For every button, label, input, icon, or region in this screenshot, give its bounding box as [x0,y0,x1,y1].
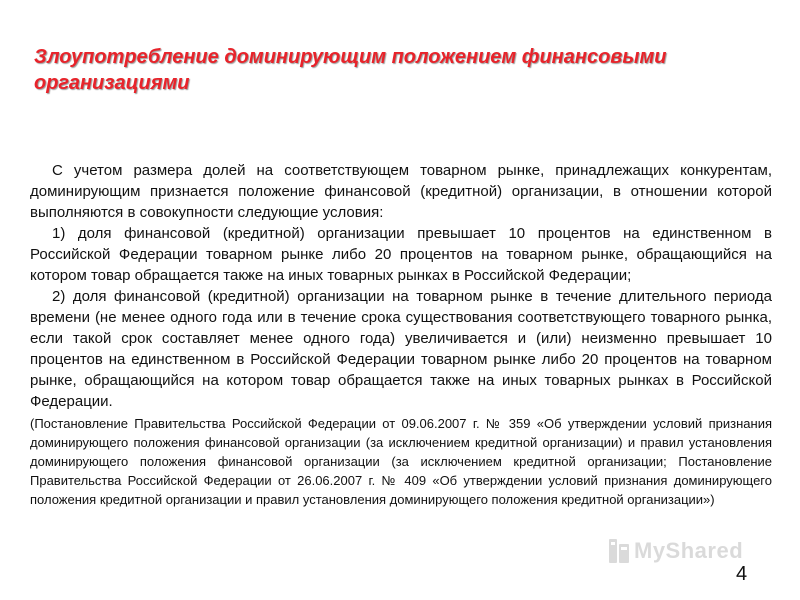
slide-title-line-1: Злоупотребление доминирующим положением финансовыми [34,46,667,68]
page-number: 4 [736,563,748,585]
body-paragraph-intro: С учетом размера долей на соответствующем товарном рынке, принадлежащих конкурентам, доминирующим признается положение финансовой (кредитной) организации, в отношении которой выполняются в совокупности следующие условия: [30,162,772,221]
watermark [608,536,743,566]
slide-share-logo-icon [608,538,630,564]
slide-body [30,160,772,509]
body-paragraph-condition-2: 2) доля финансовой (кредитной) организации на товарном рынке в течение длительного периода времени (не менее одного года или в течение срока существования соответствующего товарного рынка, если такой срок составляет менее одного года) увеличивается и (или) неизменно превышает 10 процентов на единственном в Российской Федерации товарном рынке либо 20 процентов на товарном рынке, обращающийся на котором товар обращается также на иных товарных рынках в Российской Федерации. [30,288,772,410]
body-paragraph-condition-1: 1) доля финансовой (кредитной) организации превышает 10 процентов на единственном в Российской Федерации товарном рынке либо 20 процентов на товарном рынке, обращающийся на котором товар обращается также на иных товарных рынках в Российской Федерации; [30,225,772,284]
watermark-text: MyShared [634,538,744,563]
slide-title-line-2: организациями [34,72,190,94]
slide-title [34,44,774,96]
legal-reference-note: (Постановление Правительства Российской Федерации от 09.06.2007 г. № 359 «Об утверждении условий признания доминирующего положения финансовой организации (за исключением кредитной организации) и правил установления доминирующего положения финансовой организации (за исключением кредитной организации; Постановление Правительства Российской Федерации от 26.06.2007 г. № 409 «Об утверждении условий признания доминирующего положения кредитной организации и правил установления доминирующего положения кредитной организации») [30,416,772,507]
